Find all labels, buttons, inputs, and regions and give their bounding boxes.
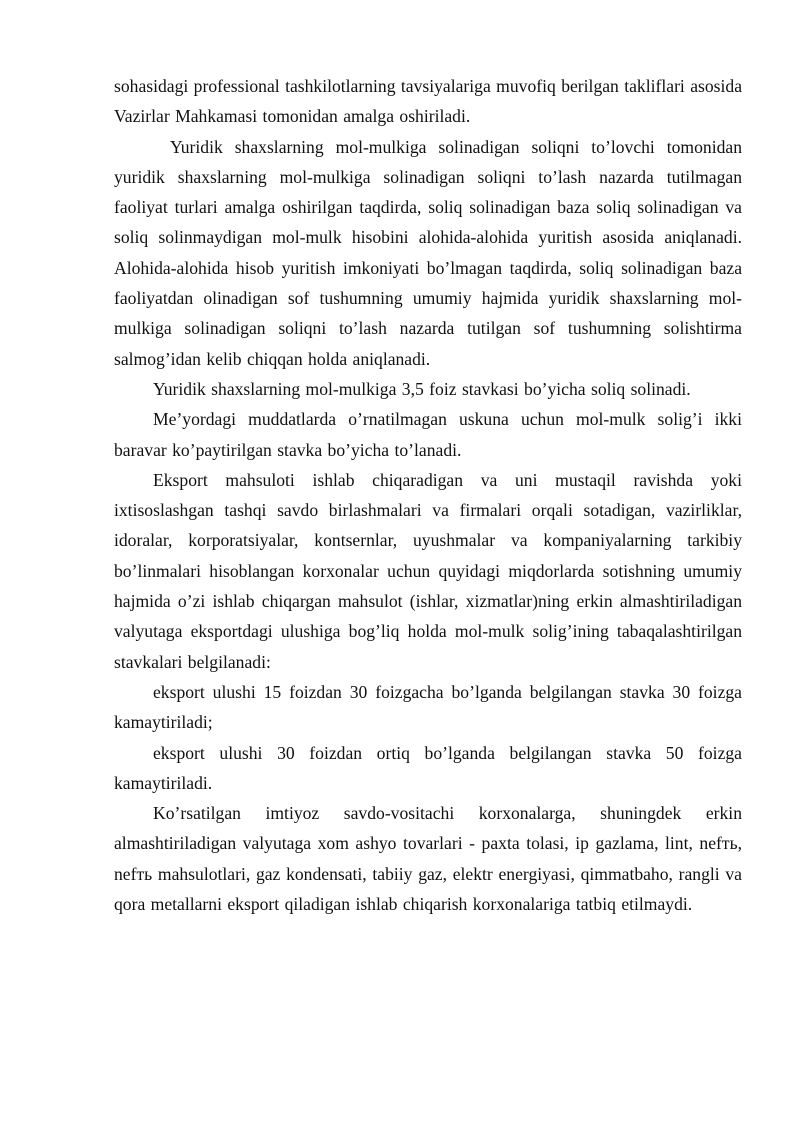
paragraph-export-share-15-30: eksport ulushi 15 foizdan 30 foizgacha bo’lganda belgilangan stavka 30 foizga kamaytiriladi; (114, 681, 742, 733)
document-page (114, 71, 742, 919)
paragraph-tax-rate: Yuridik shaxslarning mol-mulkiga 3,5 foiz stavkasi bo’yicha soliq solinadi. (153, 378, 691, 399)
paragraph-exemption-exclusions: Ko’rsatilgan imtiyoz savdo-vositachi korxonalarga, shuningdek erkin almashtiriladigan valyutaga xom ashyo tovarlari - paxta tolasi, ip gazlama, lint, nefть, nefть mahsulotlari, gaz kondensati, tabiiy gaz, elektr energiyasi, qimmatbaho, rangli va qora metallarni eksport qiladigan ishlab chiqarish korxonalariga tatbiq etilmaydi. (114, 803, 742, 915)
paragraph-tax-base: Yuridik shaxslarning mol-mulkiga solinadigan soliqni to’lovchi tomonidan yuridik shaxslarning mol-mulkiga solinadigan soliqni to’lash nazarda tutilmagan faoliyat turlari amalga oshirilgan taqdirda, soliq solinadigan baza soliq solinadigan va soliq solinmaydigan mol-mulk hisobini alohida-alohida yuritish asosida aniqlanadi. Alohida-alohida hisob yuritish imkoniyati bo’lmagan taqdirda, soliq solinadigan baza faoliyatdan olinadigan sof tushumning umumiy hajmida yuridik shaxslarning mol-mulkiga solinadigan soliqni to’lash nazarda tutilgan sof tushumning solishtirma salmog’idan kelib chiqqan holda aniqlanadi. (114, 136, 742, 369)
paragraph-equipment-rate: Me’yordagi muddatlarda o’rnatilmagan uskuna uchun mol-mulk solig’i ikki baravar ko’paytirilgan stavka bo’yicha to’lanadi. (114, 409, 742, 460)
paragraph-export-rates: Eksport mahsuloti ishlab chiqaradigan va uni mustaqil ravishda yoki ixtisoslashgan tashqi savdo birlashmalari va firmalari orqali sotadigan, vazirliklar, idoralar, korporatsiyalar, kontsernlar, uyushmalar va kompaniyalarning tarkibiy bo’linmalari hisoblangan korxonalar uchun quyidagi miqdorlarda sotishning umumiy hajmida o’zi ishlab chiqargan mahsulot (ishlar, xizmatlar)ning erkin almashtiriladigan valyutaga eksportdagi ulushiga bog’liq holda mol-mulk solig’ining tabaqalashtirilgan stavkalari belgilanadi: (114, 469, 742, 672)
paragraph-export-share-over-30: eksport ulushi 30 foizdan ortiq bo’lganda belgilangan stavka 50 foizga kamaytiriladi. (114, 742, 742, 793)
paragraph-continuation: sohasidagi professional tashkilotlarning tavsiyalariga muvofiq berilgan takliflari asosida Vazirlar Mahkamasi tomonidan amalga oshiriladi. (114, 76, 743, 127)
